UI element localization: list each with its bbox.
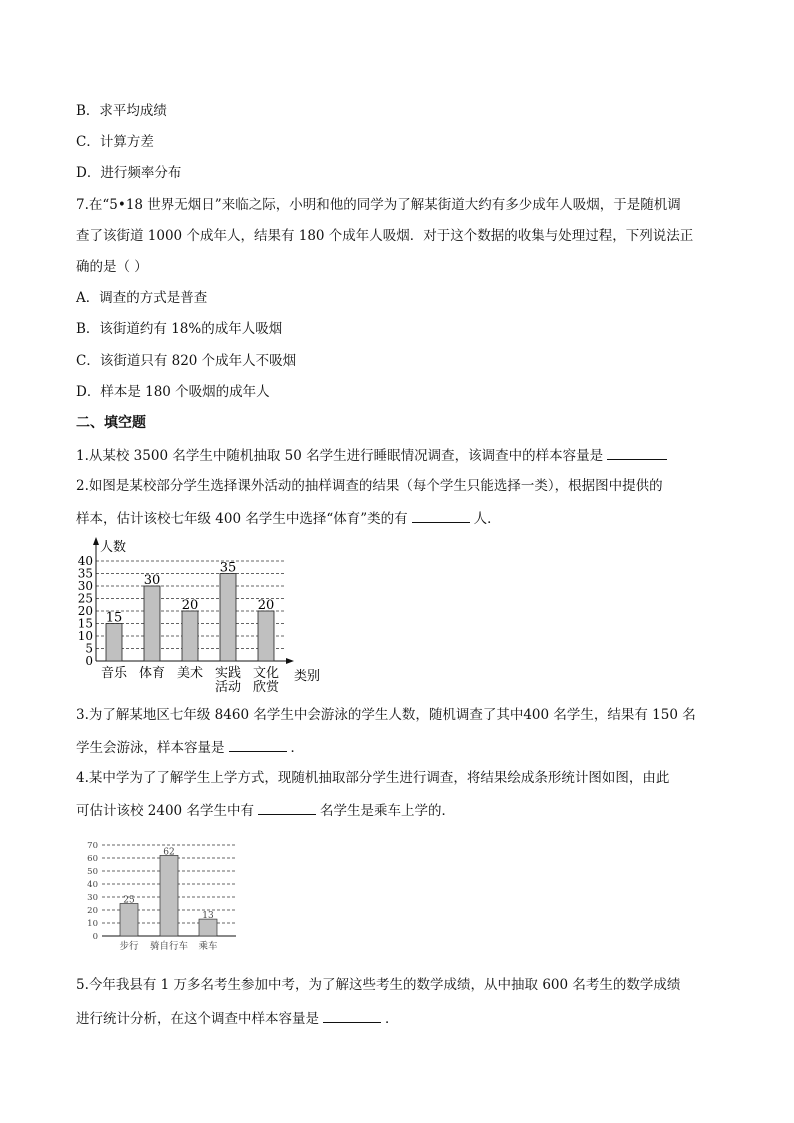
category-label: 骑自行车 (149, 941, 189, 952)
data-label: 20 (181, 598, 199, 613)
fill1-question: 1.从某校 3500 名学生中随机抽取 50 名学生进行睡眠情况调查，该调查中的样本容量是 (76, 448, 604, 464)
section-heading: 二、填空题 (76, 415, 146, 431)
commute-bar-chart (76, 838, 246, 956)
fill5-text-line2 (76, 1008, 399, 1028)
data-label: 20 (257, 598, 275, 613)
bar (182, 611, 198, 661)
fill2-line2-pre: 样本，估计该校七年级 400 名学生中选择“体育”类的有 (76, 511, 408, 527)
q7-option-a: A．调查的方式是普查 (76, 290, 208, 306)
answer-blank (229, 737, 287, 752)
fill3-line2-post: ． (290, 740, 304, 756)
fill2-line2-post: 人． (473, 511, 501, 527)
category-label: 音乐 (100, 666, 128, 681)
x-axis-label: 类别 (294, 669, 321, 684)
y-tick-label: 0 (92, 932, 98, 942)
q7-option-d: D．样本是 180 个吸烟的成年人 (76, 384, 270, 400)
y-axis-arrow (93, 537, 99, 545)
fill5-text-line1: 5.今年我县有 1 万多名考生参加中考，为了解这些考生的数学成绩，从中抽取 600 名考生的数学成绩 (76, 977, 681, 993)
data-label: 62 (163, 847, 175, 858)
y-tick-label: 35 (77, 566, 93, 581)
y-tick-label: 50 (87, 867, 98, 877)
bar (160, 855, 178, 936)
category-label: 乘车 (198, 941, 218, 952)
fill2-text-line1: 2.如图是某校部分学生选择课外活动的抽样调查的结果（每个学生只能选择一类），根据图中提供的 (76, 478, 663, 494)
bar (120, 904, 138, 937)
fill3-text-line2 (76, 737, 304, 757)
data-label: 15 (105, 610, 123, 626)
y-tick-label: 30 (87, 893, 98, 903)
y-tick-label: 60 (87, 854, 98, 864)
fill4-line2-post: 名学生是乘车上学的． (319, 803, 455, 819)
bar (258, 611, 274, 661)
fill2-text-line2 (76, 508, 501, 528)
answer-blank (412, 508, 470, 523)
y-tick-label: 0 (85, 654, 93, 668)
fill5-line2-post: ． (385, 1011, 399, 1027)
bar (220, 574, 236, 662)
data-label: 25 (123, 895, 135, 906)
data-label: 30 (143, 573, 161, 588)
q7-text-line3: 确的是（ ） (76, 259, 148, 275)
category-label: 活动 (214, 680, 242, 695)
answer-blank (258, 800, 316, 815)
category-label: 文化 (252, 666, 280, 681)
y-tick-label: 5 (85, 641, 93, 656)
data-label: 13 (202, 911, 214, 922)
data-label: 35 (219, 560, 237, 576)
y-tick-label: 20 (87, 906, 98, 916)
y-tick-label: 40 (77, 554, 93, 568)
fill4-line2-pre: 可估计该校 2400 名学生中有 (76, 803, 254, 819)
answer-blank (607, 445, 667, 460)
y-tick-label: 15 (77, 616, 93, 631)
fill1-text (76, 445, 671, 465)
bar (199, 919, 217, 936)
category-label: 美术 (176, 666, 204, 681)
y-tick-label: 40 (87, 880, 98, 890)
q6-option-b: B．求平均成绩 (76, 103, 167, 119)
q7-option-c: C．该街道只有 820 个成年人不吸烟 (76, 353, 297, 369)
category-label: 实践 (214, 666, 242, 681)
y-tick-label: 20 (77, 604, 93, 618)
answer-blank (323, 1008, 381, 1023)
fill4-text-line1: 4.某中学为了了解学生上学方式，现随机抽取部分学生进行调查，将结果绘成条形统计图如图，由此 (76, 770, 670, 786)
fill4-text-line2 (76, 800, 455, 820)
y-tick-label: 10 (87, 919, 98, 929)
q7-option-b: B．该街道约有 18%的成年人吸烟 (76, 321, 283, 337)
q6-option-d: D．进行频率分布 (76, 165, 182, 181)
y-tick-label: 30 (77, 579, 93, 593)
category-label: 步行 (119, 941, 139, 952)
fill3-text-line1: 3.为了解某地区七年级 8460 名学生中会游泳的学生人数，随机调查了其中400 名学生，结果有 150 名 (76, 707, 696, 723)
q7-text-line1: 7.在“5•18 世界无烟日”来临之际，小明和他的同学为了解某街道大约有多少成年人吸烟，于是随机调 (76, 197, 681, 213)
y-tick-label: 25 (77, 591, 93, 606)
category-label: 欣赏 (252, 680, 280, 695)
bar (106, 624, 122, 662)
y-axis-label: 人数 (100, 540, 127, 555)
y-tick-label: 70 (87, 841, 98, 851)
bar (144, 586, 160, 661)
y-tick-label: 10 (77, 629, 93, 643)
activity-bar-chart (76, 533, 336, 698)
category-label: 体育 (138, 666, 166, 681)
x-axis-arrow (286, 658, 294, 664)
q7-text-line2: 查了该街道 1000 个成年人，结果有 180 个成年人吸烟．对于这个数据的收集与处理过程，下列说法正 (76, 228, 694, 244)
fill3-line2-pre: 学生会游泳，样本容量是 (76, 740, 225, 756)
fill5-line2-pre: 进行统计分析，在这个调查中样本容量是 (76, 1011, 319, 1027)
q6-option-c: C．计算方差 (76, 134, 154, 150)
